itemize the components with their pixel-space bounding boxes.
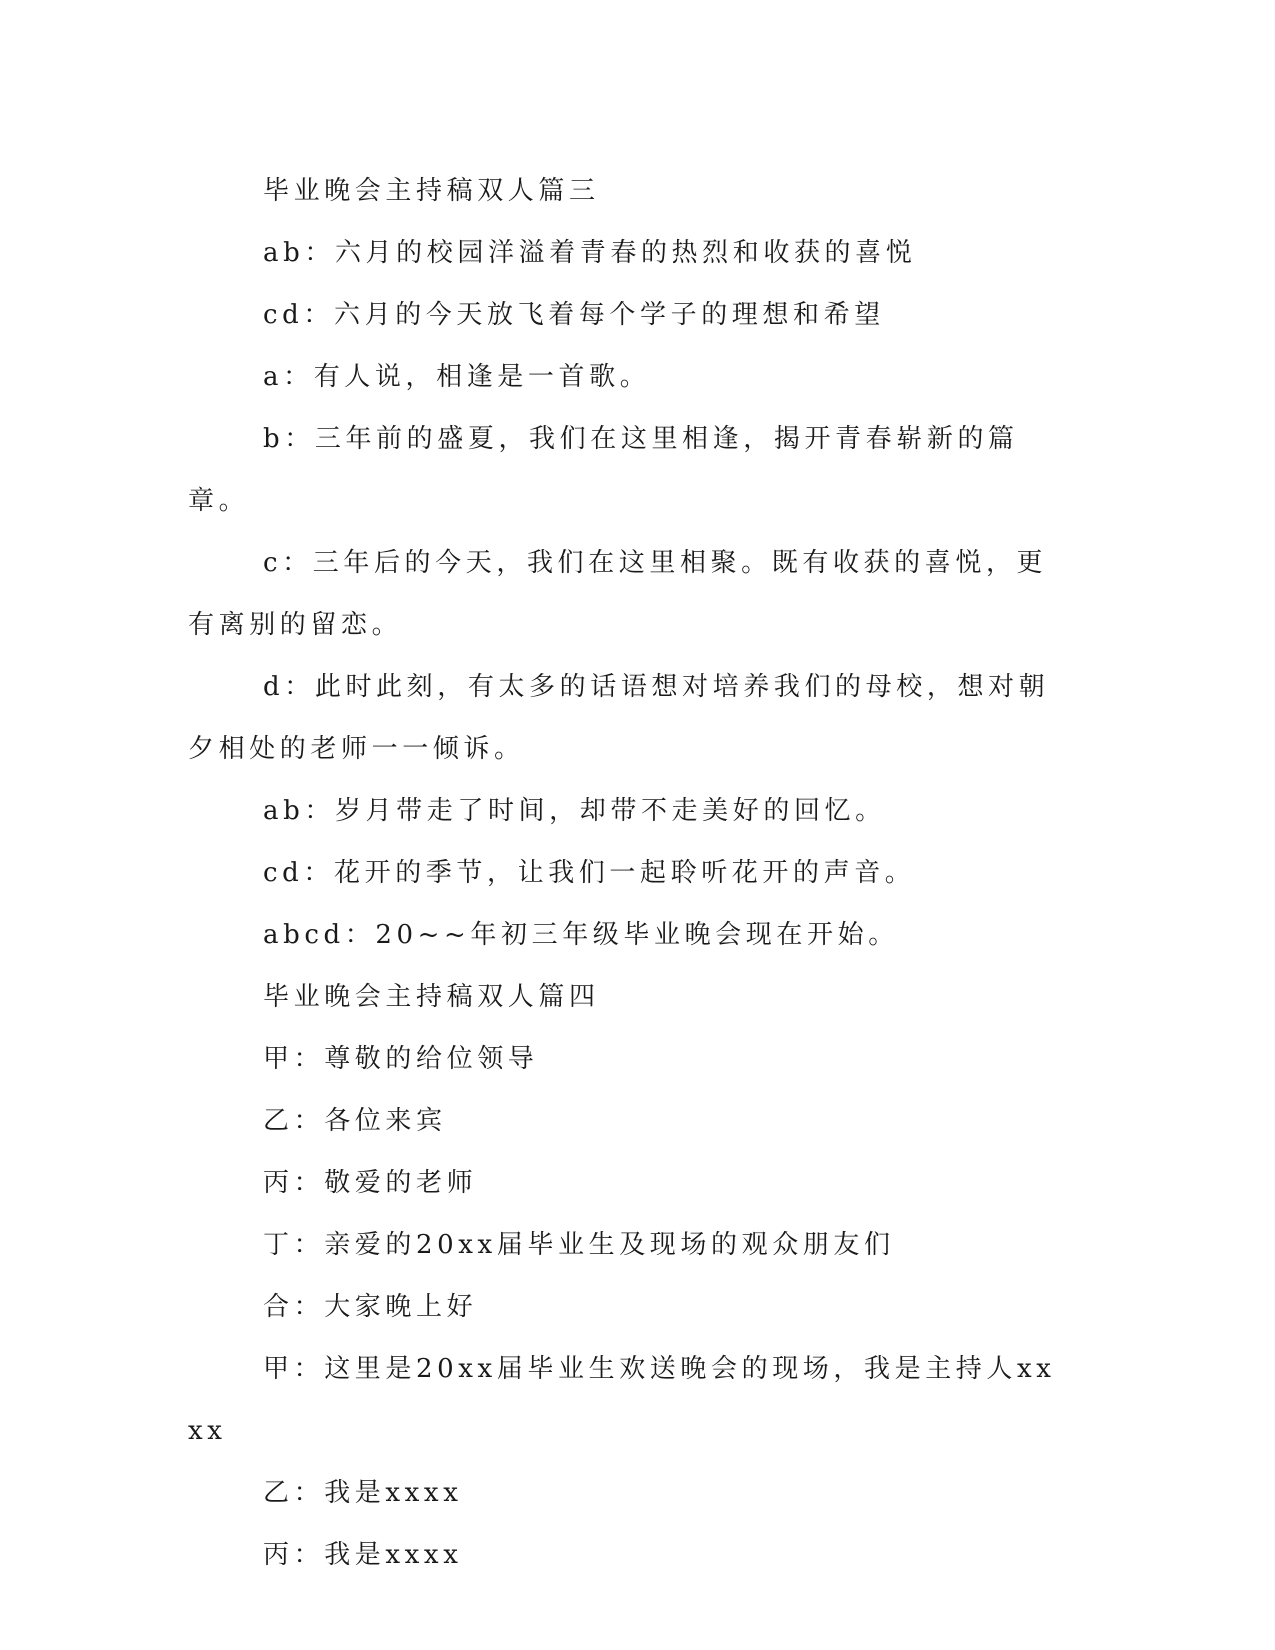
script-line: 丙：敬爱的老师 bbox=[263, 1168, 478, 1198]
script-line: 丙：我是xxxx bbox=[263, 1540, 463, 1570]
script-line: a：有人说，相逢是一首歌。 bbox=[263, 362, 651, 392]
section-heading: 毕业晚会主持稿双人篇三 bbox=[263, 176, 600, 206]
script-line: abcd：20~~年初三年级毕业晚会现在开始。 bbox=[263, 920, 899, 950]
section-heading: 毕业晚会主持稿双人篇四 bbox=[263, 982, 600, 1012]
script-line: 乙：我是xxxx bbox=[263, 1478, 463, 1508]
script-line: cd：花开的季节，让我们一起聆听花开的声音。 bbox=[263, 858, 916, 888]
document-body bbox=[188, 160, 1058, 1586]
script-line: 甲：尊敬的给位领导 bbox=[263, 1044, 539, 1074]
script-line: 甲：这里是20xx届毕业生欢送晚会的现场，我是主持人xxxx bbox=[188, 1354, 1056, 1446]
script-line: d：此时此刻，有太多的话语想对培养我们的母校，想对朝夕相处的老师一一倾诉。 bbox=[188, 672, 1050, 764]
script-line: cd：六月的今天放飞着每个学子的理想和希望 bbox=[263, 300, 885, 330]
script-line: ab：岁月带走了时间，却带不走美好的回忆。 bbox=[263, 796, 886, 826]
script-line: c：三年后的今天，我们在这里相聚。既有收获的喜悦，更有离别的留恋。 bbox=[188, 548, 1048, 640]
script-line: b：三年前的盛夏，我们在这里相逢，揭开青春崭新的篇章。 bbox=[188, 424, 1019, 516]
script-line: 乙：各位来宾 bbox=[263, 1106, 447, 1136]
script-line: ab：六月的校园洋溢着青春的热烈和收获的喜悦 bbox=[263, 238, 917, 268]
script-line: 合：大家晚上好 bbox=[263, 1292, 478, 1322]
script-line: 丁：亲爱的20xx届毕业生及现场的观众朋友们 bbox=[263, 1230, 895, 1260]
